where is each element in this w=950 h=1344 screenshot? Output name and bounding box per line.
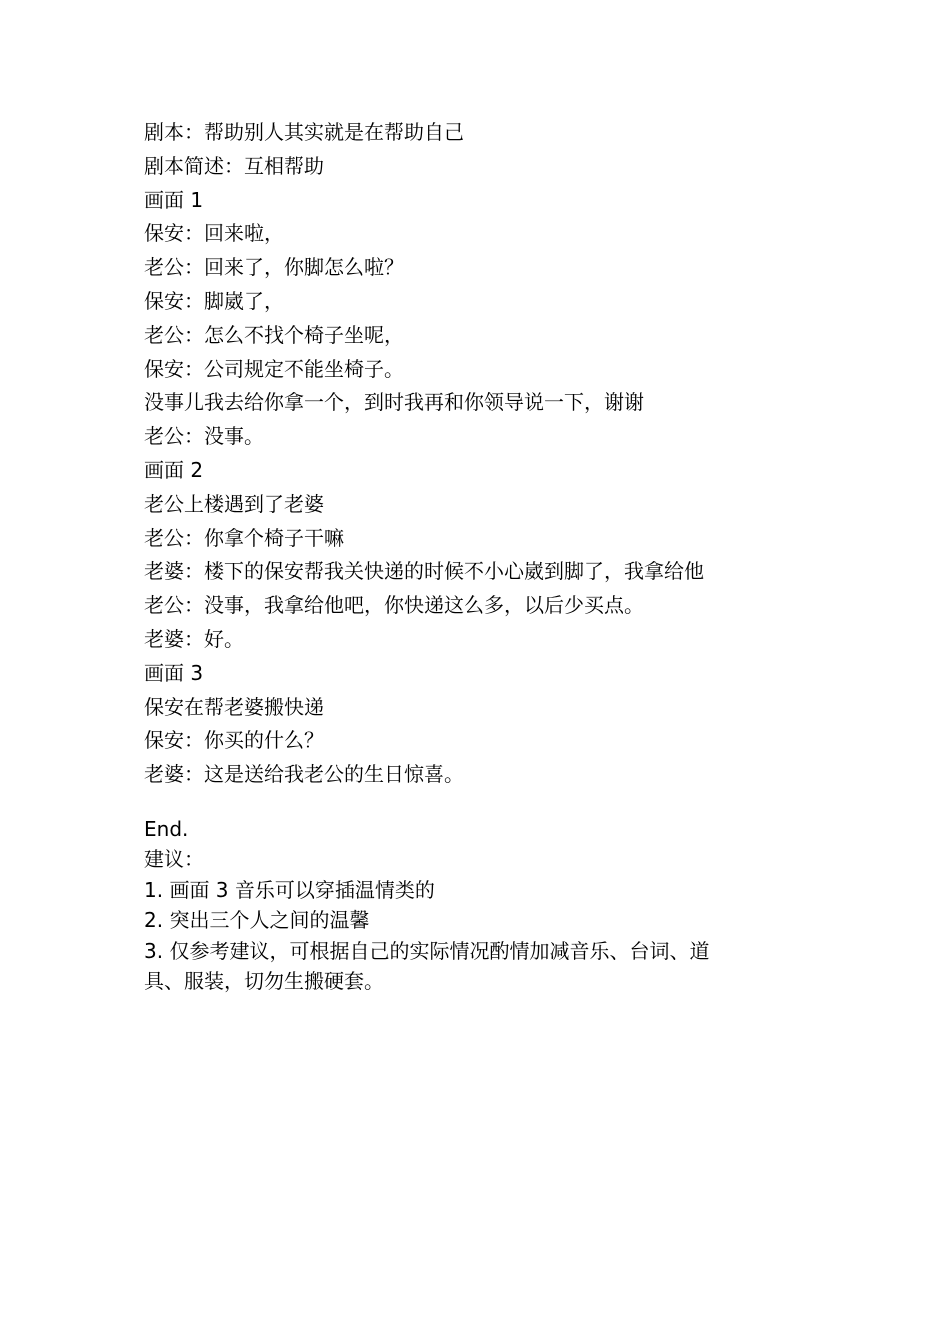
dialogue-line: 保安：脚崴了，	[144, 288, 284, 313]
dialogue-line: 保安：你买的什么？	[144, 728, 324, 753]
dialogue-line: 没事儿我去给你拿一个，到时我再和你领导说一下，谢谢	[144, 390, 644, 415]
dialogue-line: 保安：公司规定不能坐椅子。	[144, 356, 404, 381]
dialogue-line: 保安：回来啦，	[144, 221, 284, 246]
end-marker: End.	[144, 816, 189, 841]
dialogue-line: 老婆：好。	[144, 626, 244, 651]
dialogue-line: 老公：回来了，你脚怎么啦？	[144, 255, 404, 280]
suggestion-item-1: 1. 画面 3 音乐可以穿插温情类的	[144, 877, 435, 902]
suggestion-item-3: 3. 仅参考建议，可根据自己的实际情况酌情加减音乐、台词、道具、服装，切勿生搬硬套。	[144, 938, 710, 994]
paragraph-gap	[144, 792, 744, 814]
scene-heading-1: 画面 1	[144, 187, 204, 212]
dialogue-line: 老公：怎么不找个椅子坐呢，	[144, 322, 404, 347]
suggestion-item-2: 2. 突出三个人之间的温馨	[144, 908, 370, 933]
dialogue-line: 老公：你拿个椅子干嘛	[144, 525, 344, 550]
script-body	[144, 116, 744, 792]
ending-section	[144, 814, 744, 997]
script-summary: 剧本简述：互相帮助	[144, 153, 324, 178]
script-title: 剧本：帮助别人其实就是在帮助自己	[144, 120, 464, 144]
document-page	[144, 116, 744, 997]
suggestion-label: 建议：	[144, 847, 204, 872]
dialogue-line: 老公：没事。	[144, 424, 264, 449]
stage-direction: 保安在帮老婆搬快递	[144, 694, 324, 719]
dialogue-line: 老婆：这是送给我老公的生日惊喜。	[144, 762, 464, 787]
dialogue-line: 老公：没事，我拿给他吧，你快递这么多，以后少买点。	[144, 593, 644, 618]
stage-direction: 老公上楼遇到了老婆	[144, 491, 324, 516]
dialogue-line: 老婆：楼下的保安帮我关快递的时候不小心崴到脚了，我拿给他	[144, 559, 704, 584]
scene-heading-2: 画面 2	[144, 457, 204, 482]
scene-heading-3: 画面 3	[144, 660, 204, 685]
